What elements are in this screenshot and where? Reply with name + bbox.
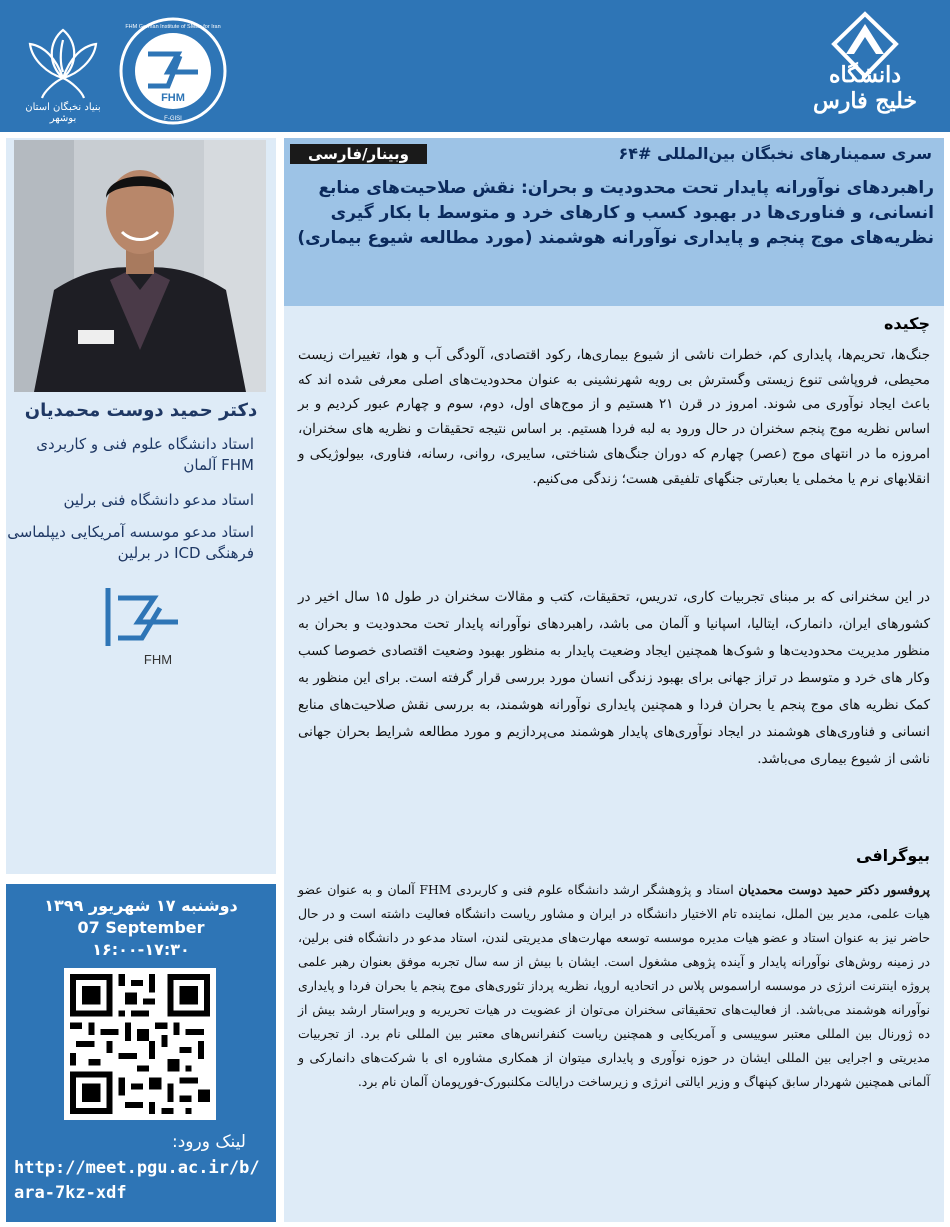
university-name: دانشگاه خلیج فارس bbox=[812, 62, 918, 114]
biography-name: پروفسور دکتر حمید دوست محمدیان bbox=[738, 882, 930, 897]
link-label: لینک ورود: bbox=[172, 1132, 246, 1152]
fhm-institute-logo bbox=[118, 16, 228, 126]
abstract-paragraph-1: جنگ‌ها، تحریم‌ها، پایداری کم، خطرات ناشی از شیوع بیماری‌ها، رکود اقتصادی، آلودگی آب و هوا، تغییرات زیست محیطی، فروپاشی تنوع زیستی وگسترش بی رویه شهرنشینی به عنوان محدودیت‌های اصلی معرفی شده اند که باعث ایجاد نوآوری می شوند. امروز در قرن ۲۱ هستیم و از موج‌های اول، دوم، سوم و چهارم عبور کردیم و بر اساس نظریه موج پنجم سخنران در حال ورود به لبه فردا هستیم. بر اساس نتیجه تحقیقات و نظریه های سخنران، امروزه ما در انتهای موج (عصر) چهارم که دوران جنگ‌های شناختی، سایبری، روانی، رسانه، فناوری، بیولوژیکی و انقلابهای نرم یا مخملی یا بعبارتی جنگهای تلفیقی هست؛ زندگی می‌کنیم. bbox=[298, 348, 930, 487]
fhm-ring-text: FHM German Institute of SMEs for Iran bbox=[125, 24, 221, 30]
seminar-series: سری سمینارهای نخبگان بین‌المللی #۶۴ bbox=[618, 144, 932, 163]
biography-paragraph bbox=[298, 878, 930, 1094]
title-box bbox=[284, 138, 944, 306]
abstract-heading: چکیده bbox=[883, 314, 930, 333]
fhm-small-label: FHM bbox=[143, 652, 173, 667]
fhm-sub-text: F-GISI bbox=[164, 116, 182, 122]
content-panel bbox=[284, 138, 944, 1222]
university-logo bbox=[810, 10, 920, 120]
webinar-title: راهبردهای نوآورانه پایدار تحت محدودیت و بحران: نقش صلاحیت‌های منابع انسانی، و فناوری‌ها در بهبود کسب و کارهای خرد و متوسط با بکار گیری نظریه‌های موج پنجم و پایداری نوآورانه هوشمند (مورد مطالعه شیوع بیماری) bbox=[297, 178, 934, 248]
iris-flower-icon bbox=[18, 20, 108, 100]
speaker-role-2: استاد مدعو دانشگاه فنی برلین bbox=[63, 491, 254, 509]
event-date-en: 07 September bbox=[77, 918, 205, 937]
biography-heading: بیوگرافی bbox=[856, 846, 930, 865]
speaker-role-3: استاد مدعو موسسه آمریکایی دیپلماسی فرهنگی ICD در برلین bbox=[7, 523, 254, 562]
biography-text: استاد و پژوهشگر ارشد دانشگاه علوم فنی و کاربردی FHM آلمان و به عنوان عضو هیات علمی، مدیر بین الملل، نماینده تام الاختیار دانشگاه در ایران و مشاور ریاست دانشگاه فعالیت داشته است و در حال حاضر نیز به عنوان استاد و عضو هیات مدیره موسسه توسعه مهارت‌های مدیریتی لندن، استاد مدعو در دانشگاه فنی برلین، در زمینه روش‌های نوآورانه پایدار و آینده پژوهی مشغول است. ایشان با بیش از سه سال تجربه موفق بعنوان رهبر علمی پروژه اینترنت انرژی در موسسه اراسموس پلاس در اتحادیه اروپا، نظریه پرداز تئوری‌های موج پنجم یا بحران فردا و پایداری نوآورانه هوشمند می‌باشد. از فعالیت‌های تحقیقاتی سخنران می‌توان از عضویت در هیات تحریریه و ویراستار ارشد بیش از ده ژورنال بین المللی معتبر سوییسی و آمریکایی و همچنین ریاست کنفرانس‌های معتبر بین المللی نام برد. از تجربیات مدیریتی و اجرایی بین المللی ایشان در حوزه نوآوری و پایداری میتوان از همکاری مشاوره ای با شرکت‌های دانمارکی و آلمانی همچنین شهردار سابق کپنهاگ و وزیر ایالتی انرژی و زیرساخت درایالت مکلنبورک-فورپومان آلمان نام برد. bbox=[298, 882, 930, 1089]
speaker-panel bbox=[6, 138, 276, 874]
fhm-logo-text: FHM bbox=[161, 92, 185, 104]
event-date-fa: دوشنبه ۱۷ شهریور ۱۳۹۹ bbox=[44, 896, 238, 915]
webinar-type-badge: وبینار/فارسی bbox=[290, 144, 427, 164]
speaker-photo bbox=[14, 140, 266, 392]
elite-foundation-logo bbox=[18, 20, 108, 124]
qr-code[interactable] bbox=[64, 968, 216, 1120]
fhm-logo-small bbox=[98, 578, 190, 670]
event-panel bbox=[6, 884, 276, 1222]
event-time: ۱۶:۰۰-۱۷:۳۰ bbox=[92, 940, 190, 959]
speaker-role-1: استاد دانشگاه علوم فنی و کاربردی FHM آلمان bbox=[36, 435, 254, 474]
header-banner bbox=[0, 0, 950, 132]
speaker-name: دکتر حمید دوست محمدیان bbox=[24, 400, 258, 421]
elite-foundation-name: بنیاد نخبگان استان بوشهر bbox=[25, 102, 101, 124]
meeting-link[interactable]: http://meet.pgu.ac.ir/b/ara-7kz-xdf bbox=[14, 1158, 260, 1203]
abstract-paragraph-2: در این سخنرانی که بر مبنای تجربیات کاری، تدریس، تحقیقات، کتب و مقالات سخنران در طول ۱۵ سال اخیر در کشورهای ایران، دانمارک، ایتالیا، اسپانیا و آلمان می باشد، راهبردهای نوآورانه پایدار تحت محدودیت و بحران به منظور مدیریت محدودیت‌ها و شوک‌ها همچنین ایجاد وضعیت پایدار به منظور بهبود وضعیت اقتصادی خصوصا کسب وکار های خرد و متوسط در تراز جهانی برای بهبود زندگی انسان مورد بررسی قرار گرفته است. برای این منظور به کمک نظریه های موج پنجم یا بحران فردا و همچنین پایداری نوآورانه هوشمند، به بررسی نقش صلاحیت‌های منابع انسانی و فناوری‌های هوشمند در ایجاد نوآوری‌های پایدار هوشمند می‌پردازیم و مورد مطالعه شرایط بحران جهانی ناشی از شیوع بیماری می‌باشد. bbox=[298, 590, 931, 767]
fhm-zigzag-icon bbox=[108, 588, 178, 646]
